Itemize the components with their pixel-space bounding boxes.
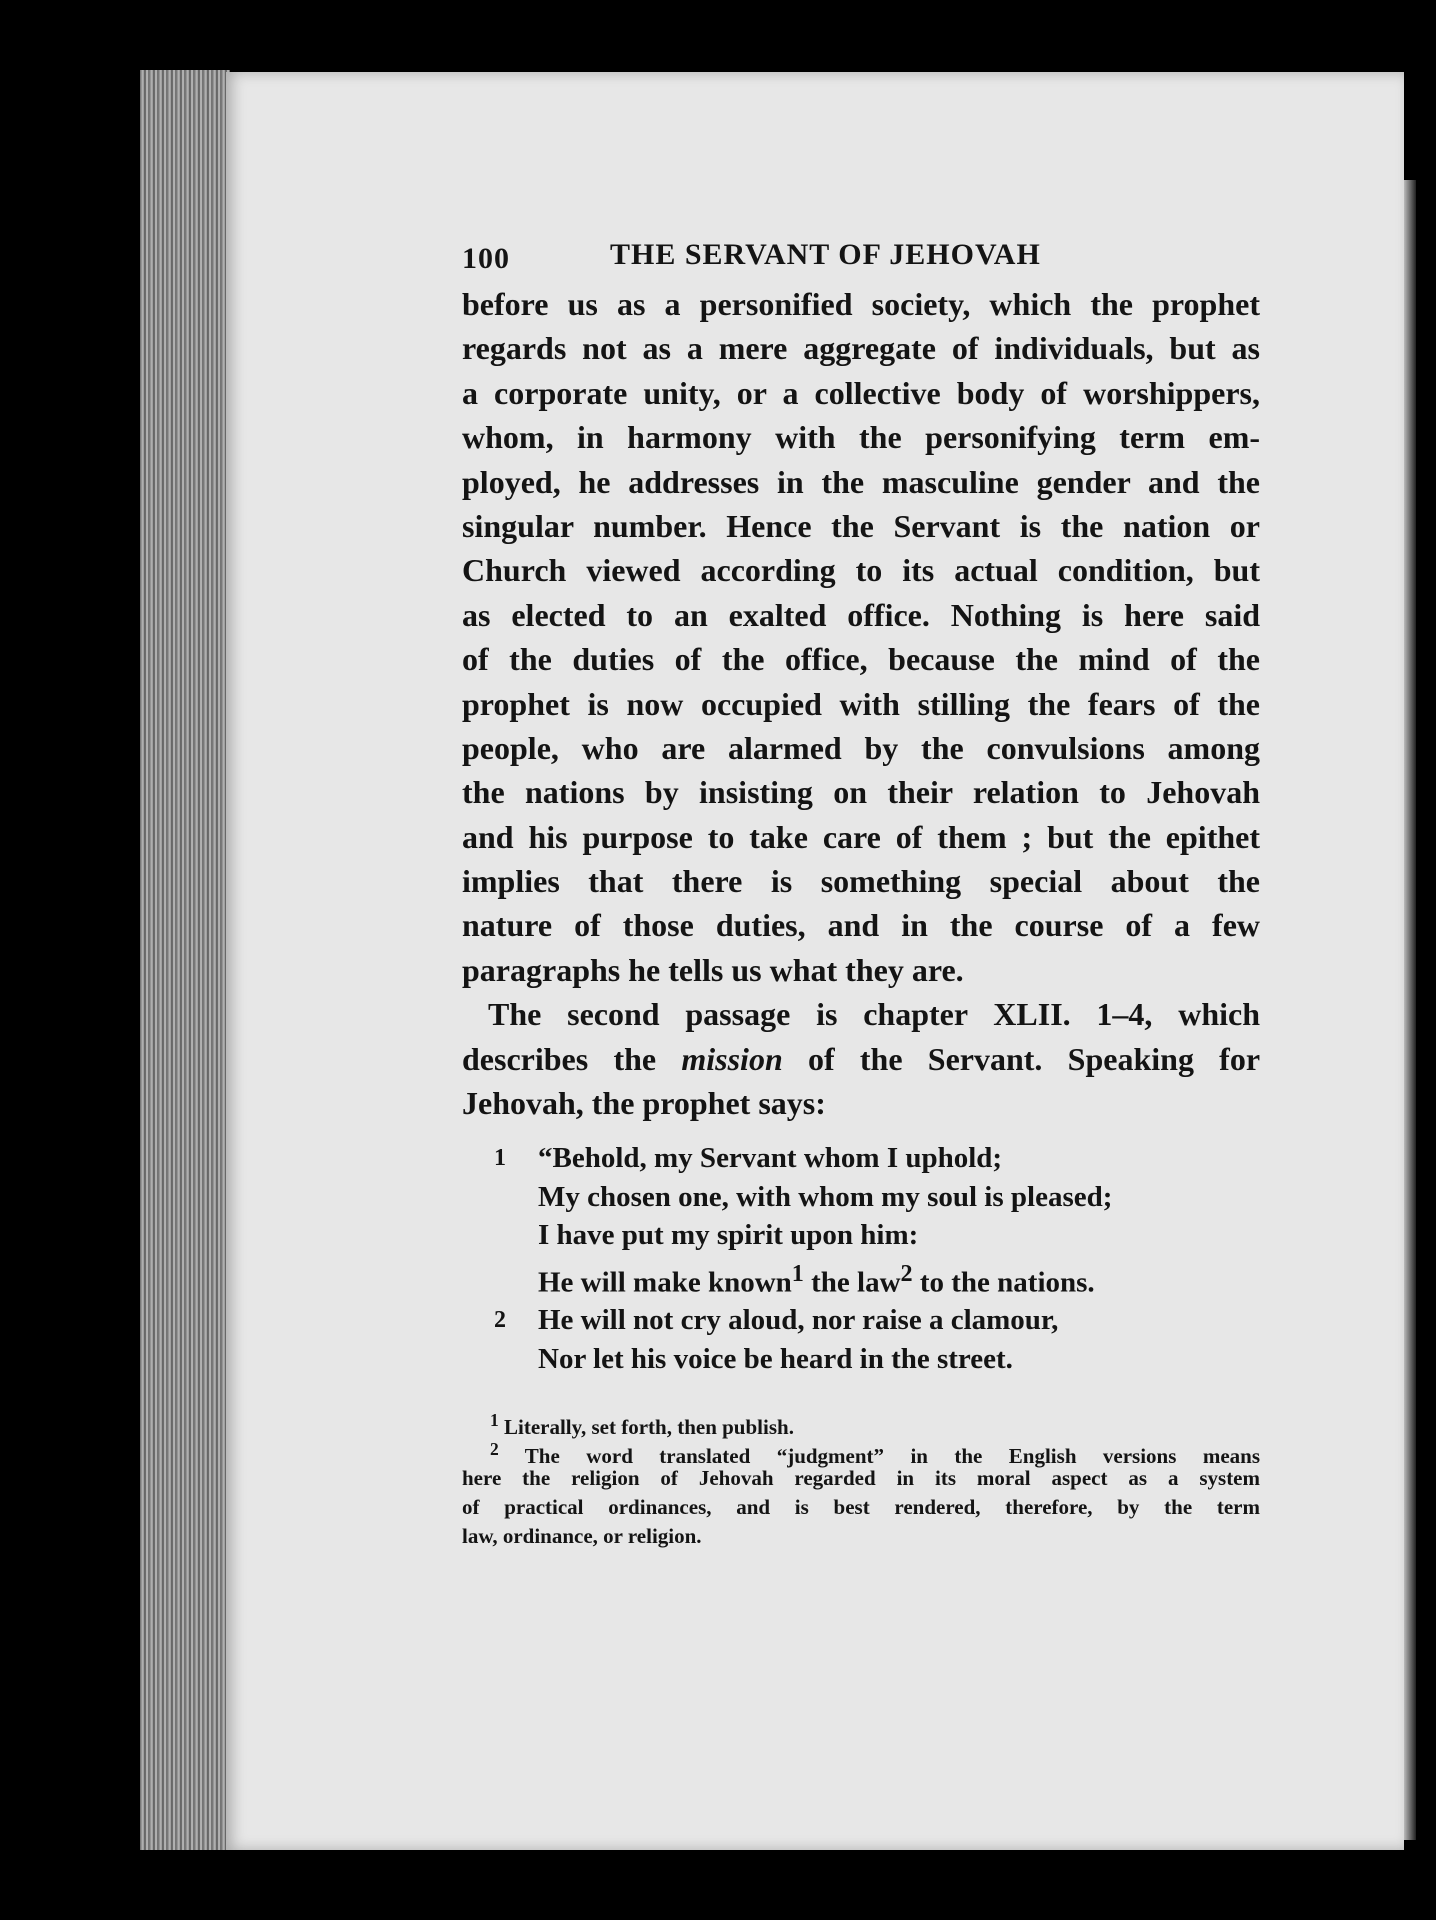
verse-number: 1 [494, 1145, 506, 1172]
chapter-reference: XLII. 1–4, [993, 996, 1153, 1033]
text-line: prophet is now occupied with stilling the fears of the [462, 685, 1260, 722]
text-line: the nations by insisting on their relation to Jehovah [462, 774, 1260, 811]
text-run: of the Servant. Speaking for [807, 1040, 1261, 1077]
text-line [462, 992, 1260, 1036]
text-line: as elected to an exalted office. Nothing is here said [462, 596, 1260, 633]
text-line: singular number. Hence the Servant is the nation or [462, 507, 1260, 544]
paragraph-1 [462, 282, 1260, 992]
running-head [462, 238, 1260, 282]
text-run: describes the [462, 1040, 657, 1077]
text-line: a corporate unity, or a collective body of worshippers, [462, 374, 1260, 411]
text-line: people, who are alarmed by the convulsions among [462, 729, 1260, 766]
footnote-line: here the religion of Jehovah regarded in its moral aspect as a system [462, 1466, 1260, 1491]
emphasis-mission: mission [681, 1040, 783, 1077]
verse-line: My chosen one, with whom my soul is pleased; [538, 1180, 1113, 1213]
text-line: ployed, he addresses in the masculine gender and the [462, 463, 1260, 500]
footnote-2 [462, 1435, 1260, 1469]
footnote-line: of practical ordinances, and is best rendered, therefore, by the term [462, 1495, 1260, 1520]
text-run: The second passage is chapter [488, 996, 968, 1033]
verse-number: 2 [494, 1307, 506, 1334]
text-line: of the duties of the office, because the mind of the [462, 641, 1260, 678]
running-title: THE SERVANT OF JEHOVAH [610, 238, 1041, 271]
verse-text: He will not cry aloud, nor raise a clamour, [538, 1304, 1059, 1337]
verse-text: the law [803, 1266, 901, 1299]
text-line: Jehovah, the prophet says: [462, 1085, 826, 1122]
page-number: 100 [462, 242, 510, 275]
footnote-line: law, ordinance, or religion. [462, 1524, 702, 1549]
paragraph-2 [462, 992, 1260, 1125]
verse-line [462, 1255, 1260, 1299]
footnote-1 [462, 1406, 1260, 1440]
verse-2 [462, 1301, 1260, 1378]
footnote-ref: 2 [900, 1259, 913, 1287]
text-line: implies that there is something special about the [462, 863, 1260, 900]
text-run: which [1178, 996, 1261, 1033]
text-line: nature of those duties, and in the course of a few [462, 907, 1260, 944]
footnote-marker: 1 [490, 1410, 499, 1431]
footnote-marker: 2 [490, 1439, 499, 1460]
text-line: and his purpose to take care of them ; but the epithet [462, 818, 1260, 855]
verse-text: “Behold, my Servant whom I uphold; [538, 1142, 1003, 1175]
text-line: before us as a personified society, which the prophet [462, 286, 1260, 322]
footnote-text: The word translated “judgment” in the English versions means [498, 1444, 1260, 1469]
text-line: regards not as a mere aggregate of individuals, but as [462, 330, 1260, 367]
verse-line: Nor let his voice be heard in the street. [538, 1342, 1013, 1375]
verse-text: He will make known [538, 1266, 792, 1299]
book-page-edges [140, 70, 230, 1850]
verse-line: I have put my spirit upon him: [538, 1219, 919, 1252]
footnote-ref: 1 [791, 1259, 804, 1287]
text-line: paragraphs he tells us what they are. [462, 951, 964, 988]
verse-line [462, 1301, 1260, 1340]
gutter-shadow [1404, 180, 1416, 1840]
text-line [462, 1037, 1260, 1081]
text-line: Church viewed according to its actual condition, but [462, 552, 1260, 589]
footnote-text: Literally, set forth, then publish. [498, 1415, 794, 1440]
verse-1 [462, 1139, 1260, 1299]
footnotes [462, 1406, 1260, 1551]
verse-text: to the nations. [912, 1266, 1095, 1299]
text-line: whom, in harmony with the personifying term em- [462, 419, 1260, 456]
page-text [462, 238, 1260, 1551]
verse-line [462, 1139, 1260, 1178]
